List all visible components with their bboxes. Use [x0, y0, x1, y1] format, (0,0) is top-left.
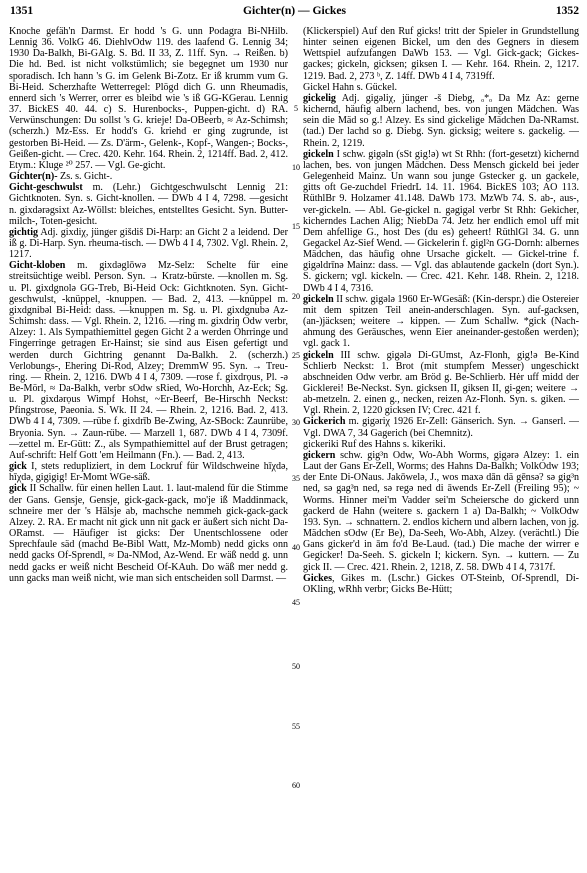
running-title: Gichter(n) — Gickes	[242, 4, 347, 17]
line-number: 10	[292, 163, 300, 172]
entry: gichtig Adj. gixdiχ, jünger gišdiš Di-Harp: an Gicht 2 a leidend. Der iß g. Di-Harp. Syn. rheuma-tisch. — DWb 4 I 4, 7302. Vgl. Rhein. 2, 1217.	[9, 226, 288, 261]
right-column	[303, 26, 579, 872]
entry: gick II Schallw. für einen hellen Laut. 1. laut-malend für die Stimme der Gans. Gensje, Gensje, gick-gack-gack, mo'je iß Maddinmack, schneire mer der 's Hälsje ab, machsche nemmeh gick-gack-gack Alzey. 2. RA. Er macht nit gick unn nit gack er äußert sich nicht Da-ORamst. — Häufiger ist gicks: Der Unentschlossene oder Sprechfaule säd (machd Be-Bibl Watt, Mz-Momb) nedd gicks onn nedd gacks Of-Sprendl, ≈ Da-NMod, Az-Wend. Er wäß nedd g. unn nedd gacks er weiß nicht Bescheid Of-KAuh. Do wäß mer nedd g. unn gacks man weiß nicht, wie man sich entscheiden soll Darmst. —	[9, 483, 288, 584]
entry: gick I, stets redupliziert, in dem Lockruf für Wildschweine hīχdə, hīχdə, gigigig! Er-Momt WGe-säß.	[9, 461, 288, 484]
line-number: 35	[292, 474, 300, 483]
left-column	[9, 26, 288, 872]
line-number: 30	[292, 418, 300, 427]
entry: Gicht-kloben m. gixdəglōwə Mz-Selz: Schelte für eine streitsüchtige weibl. Person. Syn. → Kratz-bürste. —knollen m. Sg. u. Pl. gixdgnolə GG-Treb, Bi-Heid Ock: Gichtknoten. Syn. Gicht-geschwulst, -knüppel, -knuppen. — Bad. 2, 413. —knüppel m. gixdgnibəl Bi-Heid: dass. —knuppen m. Sg. u. Pl. gixdgnubə Az-Schimsh: dass. — Vgl. Rhein. 2, 1216. —ring m. gixdriŋ Odw verbr, Alzey: 1. Als Sympathiemittel gegen Gicht 2 a werden Ohrringe und Fingerringe getragen Er-Hainst; sie sind aus Eisen gefertigt und werden durch Gichtring genannt Da-Balkh. 2. (scherzh.) Verlobungs-, Ehering Di-Rod, Alzey; DremmW 95. Syn. → Treu-ring. — Rhein. 2, 1216. DWb 4 I 4, 7309. —rose f. gixdrọus, Pl. -ə Be-Mörl, ≈ Da-Balkh, verbr sOdw sRied, Wo-Horchh, Az-Eck; Sg. u. Pl. gixdərọus Wimpf Hohst, ~Er-Beerf, Be-Hirschh Neckst: Pfingstrose, Paeonia. S. Wk. II 24. — Rhein. 2, 1216. Bad. 2, 413. DWb 4 I 4, 7309. —rübe f. gixdrīb Be-Zwing, Az-SBock: Zaunrübe, Bryonia. Syn. → Zaun-rübe. — Marzell 1, 687. DWb 4 I 4, 7309f. —zettel m. Er-Gütt: Z., als Sympathiemittel auf der Brust getragen; Auf-schrift: Helf Gott 'em Heilmann (Fn.). — Bad. 2, 413.	[9, 260, 288, 461]
entry: (Klickerspiel) Auf den Ruf gicks! tritt der Spieler in Grundstellung hinter seinen eigenen Bickel, um den des Gegners in diesem Wettspiel aufzufangen DaWb 153. — Vgl. Gick-gack; Gickes-gackes; gickeln, gicksen; giksen I. — Kehr. 164. Rhein. 2, 1217. 1219. Bad. 2, 273 ᵇ, Z. 14ff. DWb 4 I 4, 7319ff.	[303, 26, 579, 82]
entry: Giсht-geschwulst m. (Lehr.) Gichtgeschwulscht Lennig 21: Gichtknoten. Syn. s. Gicht-knollen. — DWb 4 I 4, 7298. —gesicht n. gixdərəgsixt Az-Wöllst: bleiches, entstelltes Gesicht. Syn. Butter-milch-, Toten-gesicht.	[9, 182, 288, 227]
line-number: 55	[292, 722, 300, 731]
entry: gickeln III schw. gigələ Di-GUmst, Az-Flonh, gig!ə Be-Kind Schlierb Neckst: 1. Brot (mit stumpfem Messer) ungeschickt abschneiden Odw verbr. am Bröd g. Be-Schlierb. Hėr uff midd der Gicklerei! Be-Neckst. Syn. gicksen II, giksen II, gi-gen; weitere → ab-metzeln. 2. einen g., necken, reizen Az-Flonh. Syn. s. giken. — Vgl. Rhein. 2, 1220 gicksen IV; Crec. 421 f.	[303, 349, 579, 417]
line-number: 5	[294, 104, 298, 113]
entry: Gickel Hahn s. Gückel.	[303, 81, 398, 93]
page-header	[10, 4, 579, 22]
line-number: 50	[292, 662, 300, 671]
line-number: 25	[292, 351, 300, 360]
line-number: 15	[292, 222, 300, 231]
entry: gickern schw. gig³n Odw, Wo-Abh Worms, gigərə Alzey: 1. ein Laut der Gans Er-Zell, Worms; des Hahns Da-Balkh; VolkOdw 193; der Ente Di-ONaus. Jakōwelə, J., wos maxə dān dä gēnsə? sə gig³n ned, sə gag³n ned, sə regə ned di āwends Er-Zell (Freiling 95); ~ Worms. Hinner mei'm Vadder sei'm Scheiersche do gickerd unn gackerd de Hahn (weitere s. gackern 1 a) Da-Balkh; ~ VolkOdw 193. Syn. → schnattern. 2. endlos kichern und albern lachen, von jg. Mädchen sOdw (Er Be), Da-Seeh, Wo-Abh, Alzey. (verächtl.) Die Gans gicker'd in ām fo'd Be-Laud. (tad.) Die mache der wirrer e Gegicker! Da-Seeh. S. gickeln I; kickern. Syn. → kuttern. — Zu gick II. — Crec. 421. Rhein. 2, 1218, Z. 58. DWb 4 I 4, 7317f.	[303, 449, 579, 573]
page-number-right: 1352	[555, 4, 579, 17]
entry: gickeriki Ruf des Hahns s. kikeriki.	[303, 438, 446, 450]
entry: gickelig Adj. gigəliχ, jünger -š Diebg, ₒ*ₒ Da Mz Az: gerne kichernd, häufig albern lachend, bes. von jungen Mädchen. Was sein die Mäd so g.! Alzey. Es sind gickelige Mädchen Da-NRamst. (tad.) Der lachd so g. Diebg. Syn. gicksig; weitere s. gackelig. — Rhein. 2, 1219.	[303, 92, 579, 149]
line-number: 60	[292, 781, 300, 790]
line-number: 45	[292, 598, 300, 607]
entry: gickeln II schw. gigələ 1960 Er-WGesäß: (Kin-derspr.) die Ostereier mit dem spitzen Teil anein-anderschlagen. Syn. auf-gacksen, (an-)jäcksen; weitere → kippen. — Zum Schallw. *gick (Nach-ahmung des Geräusches, wenn Eier aneinander-gestoßen werden); vgl. gack 1.	[303, 293, 579, 350]
page-number-left: 1351	[10, 4, 34, 17]
line-number: 40	[292, 543, 300, 552]
entry: Knoche gefäh'n Darmst. Er hodd 's G. unn Podagra Bi-NHilb. Lennig 36. VolkG 46. DiehlvOdw 119. des laafend G. Lennig 34; 1930 Da-Balkh, Bi-GAlg. S. Bd. II 33, Z. 11ff. Syn. → Reißen. b) Die hd. Bed. ist nicht volkstümlich; sie begegnet um 1930 nur sporadisch. Ich hann 's G. im Gelenk Bi-Zotz. Er iß krumm vum G. Bi-Heid. Scherzhafte Wetterregel: Plögd dich G. unn Rheumadis, ennerd sich 's Werrer, orrer es bleibd wie 's iß GG-KGerau. Lennig 37. BickES 40. 44. c) S. Hurenbocks-, Puppen-gicht. d) RA. Verwünschungen: Du sollst 's G. krieje! Da-OBeerb, ≈ Az-Schimsh; (scherzh.) Mz-Ess. Er hodd's G. kriehd er ging zugrunde, ist gestorben Bi-Heid. — Zs. D'ärm-, Gelenk-, Kopf-, Wangen-; Bocks-, Geißen-gicht. — Crec. 420. Kehr. 164. Rhein. 2, 1214ff. Bad. 2, 412. Etym.: Kluge ²⁰ 257. — Vgl. Ge-gicht.	[9, 26, 288, 171]
entry: Gickerich m. gigəriχ 1926 Er-Zell: Gänserich. Syn. → Ganserl. — Vgl. DWA 7, 34 Gagerich (bei Chemnitz).	[303, 416, 579, 439]
entry: Gickes, Gikes m. (Lschr.) Gickes OT-Steinb, Of-Sprendl, Di-OKling, wRhh verbr; Gicks Be-Hütt;	[303, 572, 579, 595]
line-number: 20	[292, 292, 300, 301]
entry: gickeln I schw. gigəln (sSt gig!ə) wt St Rhh: (fort-gesetzt) kichernd lachen, bes. von jungen Mädchen. Dess Mensch gickeld bei jeder Gelegenheid Mainz. Un wann sou junge Gstecker g. un gackele, gitts oft Ge-zuchdel FriedrL 14. 11. 1964. BickES 103; AO 113. RüthlBr 9. Holzamer 41.148. DaWb 173. MzWb 74. S. ab-, aus-, ver-gickeln. — Abl. Ge-gickel n. gəgigəl verbr St Rhh: Gekicher, kicherndes Lachen Alig; NiebDa 74. Jetz her endlich emol uff mit Dem ahfellige G., host Des (du es) geheert! RüthlGl 34. G. unn Gegackel Az-Sief Wend. — Gickelerin f. gigl²n GG-Dornh: albernes Mädchen, das häufig ohne Ursache gickelt. — Gickel-trine f. gigəldrīnə Mainz: dass. — Vgl. das ablautende gackeln (dort Syn.). S. gickern; vgl. kickeln. — Crec. 421. Kehr. 148. Rhein. 2, 1218. DWb 4 I 4, 7316.	[303, 148, 579, 294]
entry: Gichter(n)- Zs. s. Gicht-.	[9, 171, 113, 183]
